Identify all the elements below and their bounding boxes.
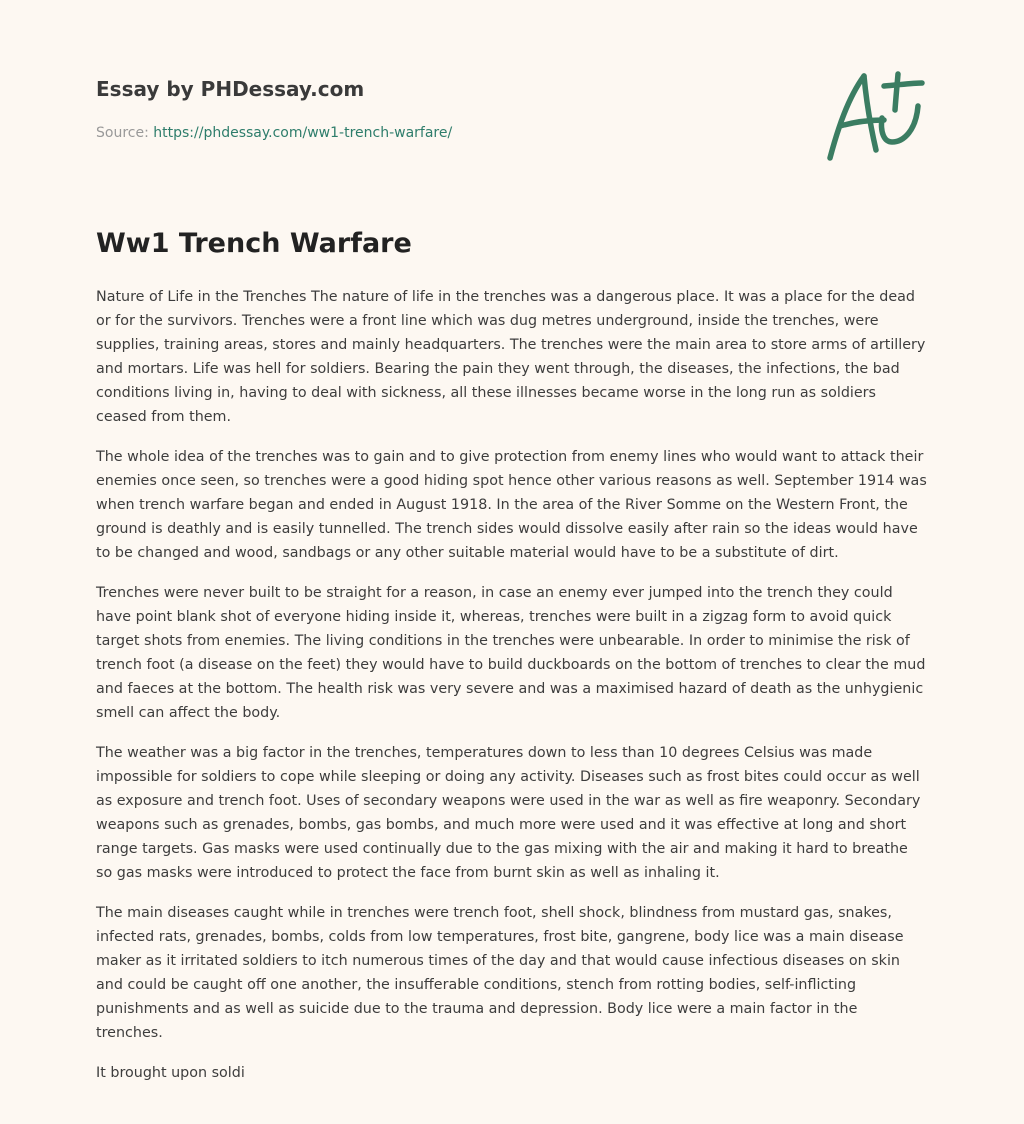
essay-title: Ww1 Trench Warfare <box>96 228 412 259</box>
essay-paragraph: Nature of Life in the Trenches The nature of life in the trenches was a dangerous place. It was a place for the dead or for the survivors. Trenches were a front line which was dug metres underground, inside the trenches, were supplies, training areas, stores and mainly headquarters. The trenches were the main area to store arms of artillery and mortars. Life was hell for soldiers. Bearing the pain they went through, the diseases, the infections, the bad conditions living in, having to deal with sickness, all these illnesses became worse in the long run as soldiers ceased from them. <box>96 289 926 425</box>
page-header <box>96 74 796 142</box>
essay-paragraph: It brought upon soldi <box>96 1065 245 1081</box>
essay-paragraph: The weather was a big factor in the trenches, temperatures down to less than 10 degrees Celsius was made impossible for soldiers to cope while sleeping or doing any activity. Diseases such as frost bites could occur as well as exposure and trench foot. Uses of secondary weapons were used in the war as well as fire weaponry. Secondary weapons such as grenades, bombs, gas bombs, and much more were used and it was effective at long and short range targets. Gas masks were used continually due to the gas mixing with the air and making it hard to breathe so gas masks were introduced to protect the face from burnt skin as well as inhaling it. <box>96 745 921 881</box>
essay-body <box>96 285 928 1101</box>
a-plus-logo-icon <box>820 66 930 166</box>
source-link[interactable]: https://phdessay.com/ww1-trench-warfare/ <box>153 125 453 141</box>
source-line <box>96 124 796 142</box>
essay-paragraph: Trenches were never built to be straight for a reason, in case an enemy ever jumped into the trench they could have point blank shot of everyone hiding inside it, whereas, trenches were built in a zigzag form to avoid quick target shots from enemies. The living conditions in the trenches were unbearable. In order to minimise the risk of trench foot (a disease on the feet) they would have to build duckboards on the bottom of trenches to clear the mud and faeces at the bottom. The health risk was very severe and was a maximised hazard of death as the unhygienic smell can affect the body. <box>96 585 926 721</box>
source-label: Source: <box>96 125 154 141</box>
essay-paragraph: The main diseases caught while in trenches were trench foot, shell shock, blindness from mustard gas, snakes, infected rats, grenades, bombs, colds from low temperatures, frost bite, gangrene, body lice was a main disease maker as it irritated soldiers to itch numerous times of the day and that would cause infectious diseases on skin and could be caught off one another, the insufferable conditions, stench from rotting bodies, self-inflicting punishments and as well as suicide due to the trauma and depression. Body lice were a main factor in the trenches. <box>96 905 904 1041</box>
a-plus-logo-svg <box>820 66 930 166</box>
site-title: Essay by PHDessay.com <box>96 77 365 101</box>
essay-paragraph: The whole idea of the trenches was to gain and to give protection from enemy lines who would want to attack their enemies once seen, so trenches were a good hiding spot hence other various reasons as well. September 1914 was when trench warfare began and ended in August 1918. In the area of the River Somme on the Western Front, the ground is deathly and is easily tunnelled. The trench sides would dissolve easily after rain so the ideas would have to be changed and wood, sandbags or any other suitable material would have to be a substitute of dirt. <box>96 449 927 561</box>
